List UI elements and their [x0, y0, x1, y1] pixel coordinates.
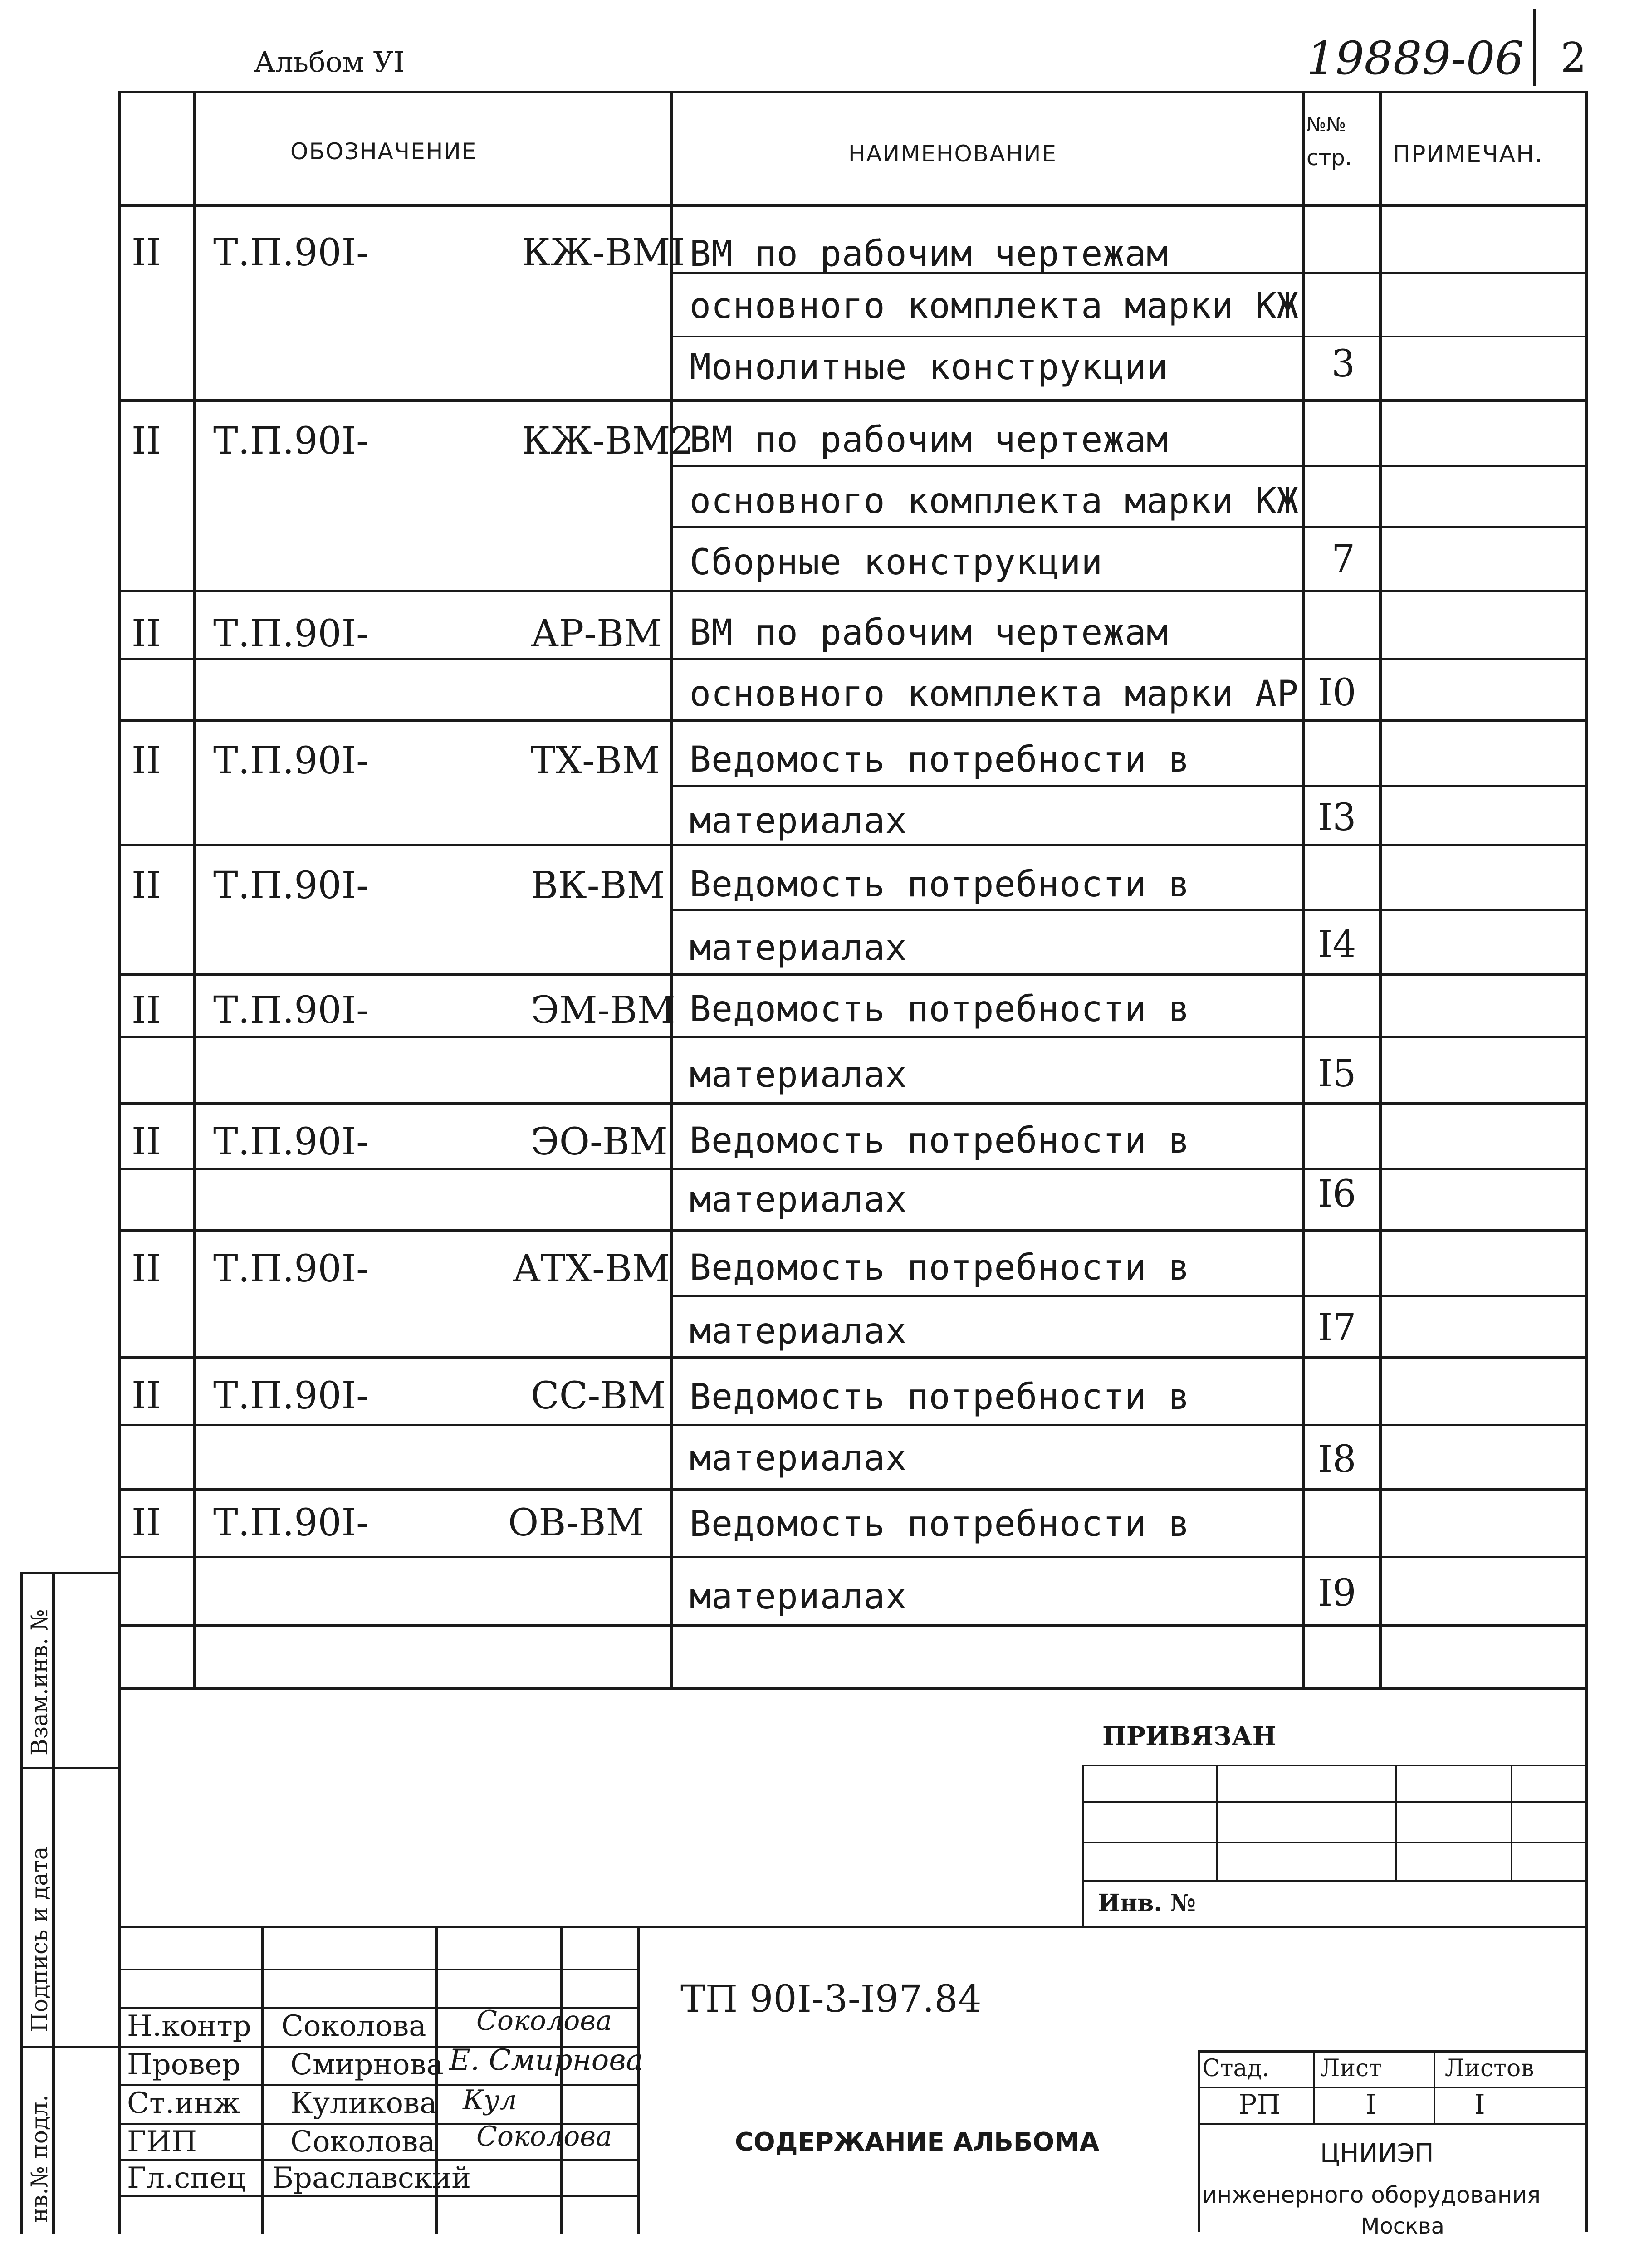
org-department: инженерного оборудования — [1202, 2182, 1541, 2208]
sheet-label: Лист — [1320, 2055, 1382, 2082]
sheet-value: I — [1365, 2089, 1376, 2121]
person-signature: Кул — [463, 2084, 517, 2116]
person-signature: Е. Смирнова — [449, 2043, 643, 2077]
row-page: I4 — [1318, 923, 1356, 966]
row-mark: ЭМ-ВМ — [531, 989, 675, 1032]
header-page-top: №№ — [1306, 113, 1346, 136]
row-page: I8 — [1318, 1438, 1356, 1481]
row-name-line: Ведомость потребности в — [690, 989, 1190, 1030]
side-podpis-data: Подпись и дата — [26, 1846, 53, 2032]
row-page: I6 — [1318, 1173, 1356, 1216]
sheets-label: Листов — [1445, 2055, 1534, 2082]
row-code: Т.П.90I- — [213, 739, 369, 782]
privyazan-title: ПРИВЯЗАН — [1102, 1721, 1277, 1751]
row-page: I3 — [1318, 796, 1356, 839]
person-name: Куликова — [290, 2087, 437, 2120]
row-name-line: материалах — [690, 1179, 907, 1220]
row-page: I5 — [1318, 1052, 1356, 1095]
person-name: Смирнова — [290, 2048, 444, 2082]
row-page: I0 — [1318, 671, 1356, 714]
row-name-line: Ведомость потребности в — [690, 739, 1190, 780]
header-page-bottom: стр. — [1306, 145, 1352, 171]
row-mark: ЭО-ВМ — [531, 1120, 668, 1163]
person-role: Провер — [127, 2048, 241, 2082]
person-signature: Соколова — [476, 2121, 612, 2152]
row-code: Т.П.90I- — [213, 1247, 369, 1290]
row-code: Т.П.90I- — [213, 420, 369, 463]
row-page: 3 — [1331, 342, 1355, 386]
row-name-line: Ведомость потребности в — [690, 1120, 1190, 1161]
row-mark: КЖ-ВМI — [522, 231, 685, 274]
row-name-line: Ведомость потребности в — [690, 1377, 1190, 1418]
person-name: Соколова — [281, 2009, 426, 2043]
person-role: Н.контр — [127, 2009, 251, 2043]
project-code: ТП 90I-3-I97.84 — [680, 1978, 982, 2021]
row-name-line: материалах — [690, 1055, 907, 1095]
row-name-line: основного комплекта марки КЖ — [690, 286, 1299, 327]
row-volume: II — [132, 1501, 161, 1545]
row-volume: II — [132, 1120, 161, 1163]
row-volume: II — [132, 989, 161, 1032]
person-signature: Соколова — [476, 2005, 612, 2037]
row-volume: II — [132, 231, 161, 274]
row-name-line: ВМ по рабочим чертежам — [690, 234, 1169, 274]
row-volume: II — [132, 864, 161, 907]
row-name-line: ВМ по рабочим чертежам — [690, 420, 1169, 460]
row-mark: АР-ВМ — [531, 612, 662, 655]
table-top-border — [118, 91, 1588, 93]
sheets-value: I — [1474, 2089, 1485, 2121]
person-role: ГИП — [127, 2125, 197, 2159]
org-city: Москва — [1361, 2214, 1444, 2239]
row-name-line: ВМ по рабочим чертежам — [690, 612, 1169, 653]
row-name-line: материалах — [690, 1438, 907, 1479]
stage-label: Стад. — [1202, 2055, 1270, 2082]
stage-value: РП — [1238, 2089, 1281, 2121]
sheet-number: 2 — [1561, 34, 1587, 82]
header-note: ПРИМЕЧАН. — [1393, 141, 1543, 168]
row-mark: АТХ-ВМ — [513, 1247, 670, 1290]
person-role: Гл.спец — [127, 2161, 245, 2195]
row-volume: II — [132, 612, 161, 655]
row-code: Т.П.90I- — [213, 231, 369, 274]
row-name-line: Ведомость потребности в — [690, 1247, 1190, 1288]
album-label: Альбом УI — [254, 45, 405, 78]
stamp-title: СОДЕРЖАНИЕ АЛЬБОМА — [735, 2127, 1100, 2157]
row-mark: ВК-ВМ — [531, 864, 665, 907]
row-name-line: Сборные конструкции — [690, 542, 1103, 583]
row-name-line: материалах — [690, 928, 907, 968]
row-volume: II — [132, 1247, 161, 1290]
row-name-line: Ведомость потребности в — [690, 864, 1190, 905]
row-name-line: основного комплекта марки АР — [690, 674, 1299, 714]
row-code: Т.П.90I- — [213, 1120, 369, 1163]
row-volume: II — [132, 739, 161, 782]
header-name: НАИМЕНОВАНИЕ — [848, 141, 1057, 167]
row-mark: ТХ-ВМ — [531, 739, 660, 782]
row-mark: СС-ВМ — [531, 1374, 666, 1418]
row-code: Т.П.90I- — [213, 864, 369, 907]
person-name: Соколова — [290, 2125, 435, 2159]
row-code: Т.П.90I- — [213, 989, 369, 1032]
row-name-line: основного комплекта марки КЖ — [690, 481, 1299, 522]
row-page: I9 — [1318, 1572, 1356, 1615]
row-name-line: материалах — [690, 1311, 907, 1352]
row-volume: II — [132, 1374, 161, 1418]
row-page: I7 — [1318, 1306, 1356, 1349]
person-role: Ст.инж — [127, 2087, 240, 2120]
row-name-line: Монолитные конструкции — [690, 347, 1169, 388]
row-mark: ОВ-ВМ — [508, 1501, 644, 1545]
privyazan-inv: Инв. № — [1098, 1889, 1196, 1917]
row-mark: КЖ-ВМ2 — [522, 420, 694, 463]
row-code: Т.П.90I- — [213, 612, 369, 655]
side-inv-podl: нв.№ подл. — [26, 2094, 53, 2223]
row-volume: II — [132, 420, 161, 463]
header-designation: ОБОЗНАЧЕНИЕ — [290, 138, 477, 165]
row-page: 7 — [1331, 538, 1355, 581]
side-vzam-inv: Взам.инв. № — [26, 1609, 53, 1755]
row-name-line: Ведомость потребности в — [690, 1504, 1190, 1545]
row-name-line: материалах — [690, 1576, 907, 1617]
document-number: 19889-06 — [1306, 32, 1524, 85]
row-code: Т.П.90I- — [213, 1501, 369, 1545]
row-name-line: материалах — [690, 801, 907, 841]
org-name: ЦНИИЭП — [1320, 2139, 1434, 2168]
person-name: Браславский — [272, 2161, 471, 2195]
row-code: Т.П.90I- — [213, 1374, 369, 1418]
